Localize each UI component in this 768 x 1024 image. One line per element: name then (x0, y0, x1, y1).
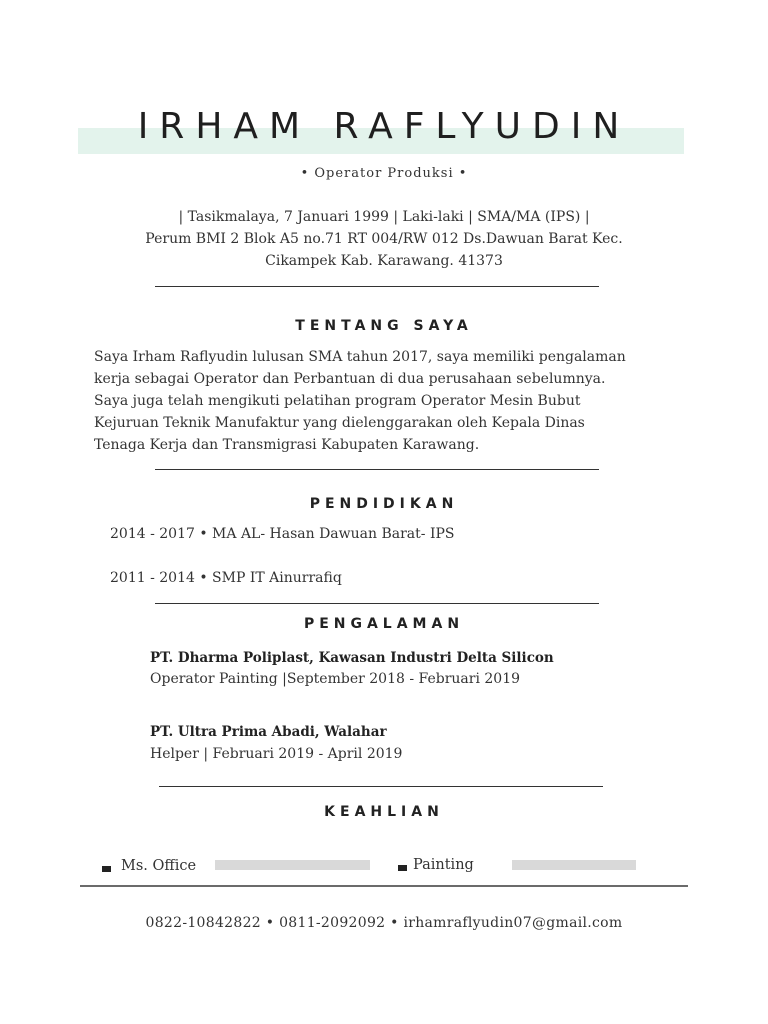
divider (155, 603, 599, 604)
job-detail: Helper | Februari 2019 - April 2019 (150, 746, 403, 762)
about-line: kerja sebagai Operator dan Perbantuan di dua perusahaan sebelumnya. (94, 371, 606, 387)
skill-level-bar (512, 860, 636, 870)
skill-level-bar (215, 860, 370, 870)
divider (155, 469, 599, 470)
candidate-role: • Operator Produksi • (300, 166, 468, 181)
about-line: Kejuruan Teknik Manufaktur yang dielenggarakan oleh Kepala Dinas (94, 415, 585, 431)
section-title-about: TENTANG SAYA (295, 318, 473, 334)
separator: • (385, 915, 404, 931)
education-item: 2014 - 2017 • MA AL- Hasan Dawuan Barat- IPS (110, 526, 455, 542)
address-line: Perum BMI 2 Blok A5 no.71 RT 004/RW 012 Ds.Dawuan Barat Kec. (145, 231, 623, 247)
section-title-skills: KEAHLIAN (324, 804, 444, 820)
job-company: PT. Dharma Poliplast, Kawasan Industri Delta Silicon (150, 650, 554, 666)
education-item: 2011 - 2014 • SMP IT Ainurrafiq (110, 570, 342, 586)
address-line: Cikampek Kab. Karawang. 41373 (265, 253, 503, 269)
section-title-experience: PENGALAMAN (303, 616, 465, 632)
about-line: Saya Irham Raflyudin lulusan SMA tahun 2017, saya memiliki pengalaman (94, 349, 626, 365)
divider (155, 286, 599, 287)
about-line: Tenaga Kerja dan Transmigrasi Kabupaten Karawang. (94, 437, 480, 453)
square-bullet-icon (102, 866, 111, 872)
job-company: PT. Ultra Prima Abadi, Walahar (150, 724, 387, 740)
separator: • (261, 915, 280, 931)
square-bullet-icon (398, 865, 407, 871)
footer-divider (80, 885, 688, 887)
personal-info (100, 206, 668, 272)
phone-number: 0822-10842822 (145, 915, 262, 931)
job-detail: Operator Painting |September 2018 - Februari 2019 (150, 671, 521, 687)
contact-line (0, 915, 768, 931)
candidate-name: IRHAM RAFLYUDIN (137, 106, 631, 147)
about-paragraph (94, 346, 694, 456)
personal-info-line: | Tasikmalaya, 7 Januari 1999 | Laki-laki | SMA/MA (IPS) | (178, 209, 590, 225)
email-address: irhamraflyudin07@gmail.com (403, 915, 623, 931)
skill-label: Ms. Office (121, 858, 197, 874)
about-line: Saya juga telah mengikuti pelatihan program Operator Mesin Bubut (94, 393, 581, 409)
divider (159, 786, 603, 787)
skill-label: Painting (413, 857, 474, 873)
phone-number: 0811-2092092 (279, 915, 386, 931)
section-title-education: PENDIDIKAN (309, 496, 459, 512)
